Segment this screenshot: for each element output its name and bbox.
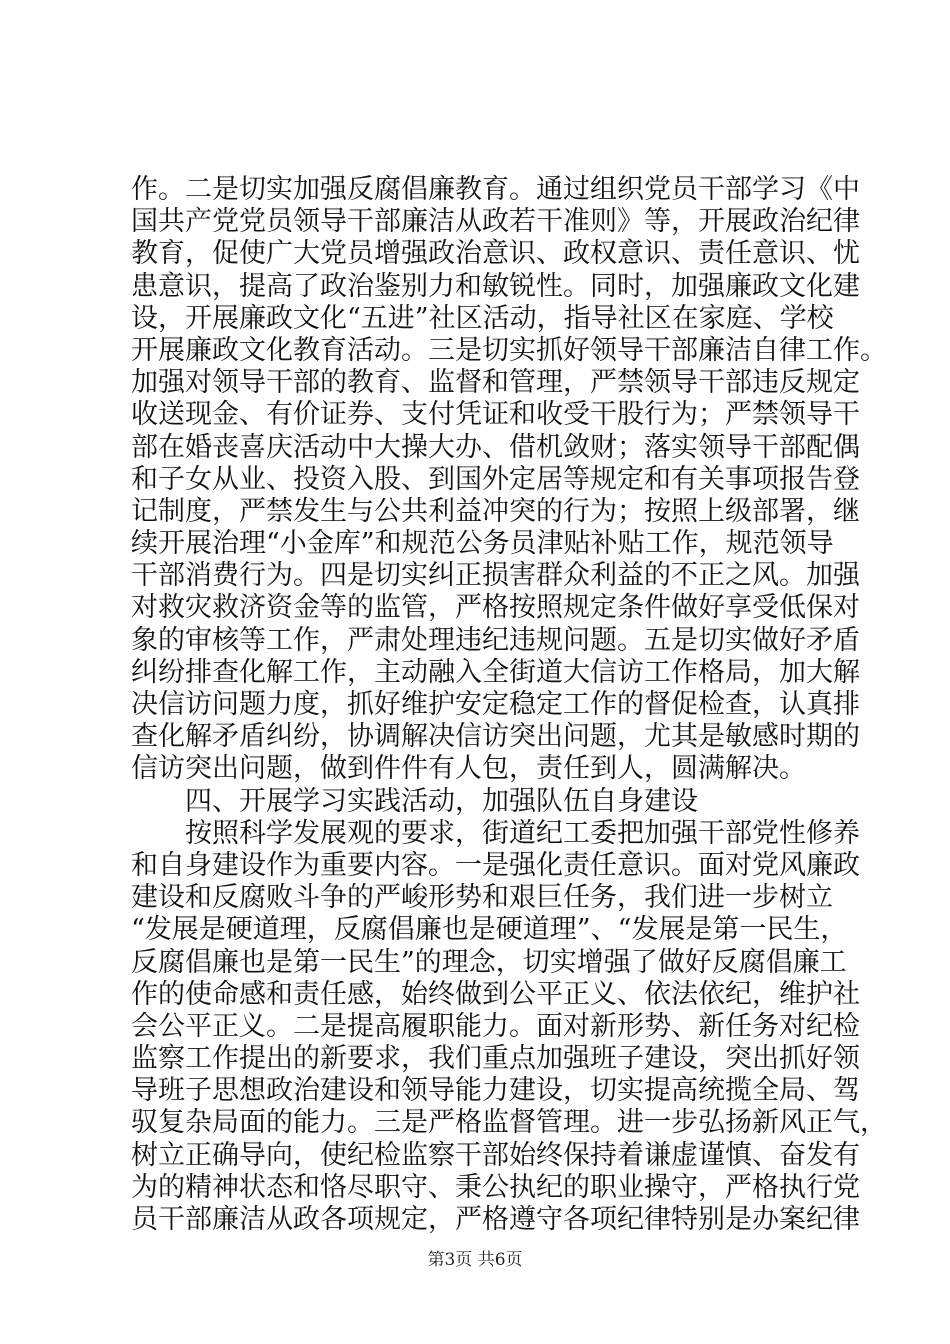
text-line: 设，开展廉政文化“五进”社区活动，指导社区在家庭、学校 bbox=[131, 302, 834, 334]
text-line: “发展是硬道理，反腐倡廉也是硬道理”、“发展是第一民生， bbox=[131, 914, 848, 946]
text-line: 患意识，提高了政治鉴别力和敏锐性。同时，加强廉政文化建 bbox=[131, 270, 860, 302]
text-line: 反腐倡廉也是第一民生”的理念，切实增强了做好反腐倡廉工 bbox=[131, 946, 847, 978]
text-line: 加强对领导干部的教育、监督和管理，严禁领导干部违反规定 bbox=[131, 367, 860, 399]
text-line: 国共产党党员领导干部廉洁从政若干准则》等，开展政治纪律 bbox=[131, 206, 860, 238]
text-line: 和自身建设作为重要内容。一是强化责任意识。面对党风廉政 bbox=[131, 849, 860, 881]
text-line: 收送现金、有价证券、支付凭证和收受干股行为；严禁领导干 bbox=[131, 399, 860, 431]
text-line: 续开展治理“小金库”和规范公务员津贴补贴工作，规范领导 bbox=[131, 528, 834, 560]
text-line: 和子女从业、投资入股、到国外定居等规定和有关事项报告登 bbox=[131, 463, 860, 495]
text-line: 按照科学发展观的要求，街道纪工委把加强干部党性修养 bbox=[185, 817, 860, 849]
text-line: 作。二是切实加强反腐倡廉教育。通过组织党员干部学习《中 bbox=[131, 174, 860, 205]
text-line: 对救灾救济资金等的监管，严格按照规定条件做好享受低保对 bbox=[131, 592, 860, 624]
text-line: 查化解矛盾纠纷，协调解决信访突出问题，尤其是敏感时期的 bbox=[131, 721, 860, 753]
text-line: 教育，促使广大党员增强政治意识、政权意识、责任意识、忧 bbox=[131, 238, 860, 270]
text-line: 建设和反腐败斗争的严峻形势和艰巨任务，我们进一步树立 bbox=[131, 882, 833, 914]
text-line: 监察工作提出的新要求，我们重点加强班子建设，突出抓好领 bbox=[131, 1043, 860, 1075]
text-line: 决信访问题力度，抓好维护安定稳定工作的督促检查，认真排 bbox=[131, 689, 860, 720]
text-line: 为的精神状态和恪尽职守、秉公执纪的职业操守，严格执行党 bbox=[131, 1171, 860, 1203]
text-line: 信访突出问题，做到件件有人包，责任到人，圆满解决。 bbox=[131, 753, 806, 785]
text-line: 会公平正义。二是提高履职能力。面对新形势、新任务对纪检 bbox=[131, 1010, 860, 1042]
text-line: 部在婚丧喜庆活动中大操大办、借机敛财；落实领导干部配偶 bbox=[131, 431, 860, 463]
section-heading: 四、开展学习实践活动，加强队伍自身建设 bbox=[185, 785, 698, 817]
text-line: 作的使命感和责任感，始终做到公平正义、依法依纪，维护社 bbox=[131, 978, 860, 1010]
page-number: 第3页 共6页 bbox=[427, 1250, 523, 1270]
text-line: 员干部廉洁从政各项规定，严格遵守各项纪律特别是办案纪律 bbox=[131, 1204, 860, 1235]
text-line: 纠纷排查化解工作，主动融入全街道大信访工作格局，加大解 bbox=[131, 656, 860, 688]
text-line: 记制度，严禁发生与公共利益冲突的行为；按照上级部署，继 bbox=[131, 495, 860, 527]
text-line: 导班子思想政治建设和领导能力建设，切实提高统揽全局、驾 bbox=[131, 1075, 860, 1107]
text-line: 驭复杂局面的能力。三是严格监督管理。进一步弘扬新风正气， bbox=[131, 1107, 887, 1139]
text-line: 象的审核等工作，严肃处理违纪违规问题。五是切实做好矛盾 bbox=[131, 624, 860, 656]
text-line: 树立正确导向，使纪检监察干部始终保持着谦虚谨慎、奋发有 bbox=[131, 1139, 860, 1171]
text-line: 干部消费行为。四是切实纠正损害群众利益的不正之风。加强 bbox=[131, 560, 860, 592]
text-line: 开展廉政文化教育活动。三是切实抓好领导干部廉洁自律工作。 bbox=[131, 334, 887, 366]
body-text bbox=[131, 174, 887, 1236]
